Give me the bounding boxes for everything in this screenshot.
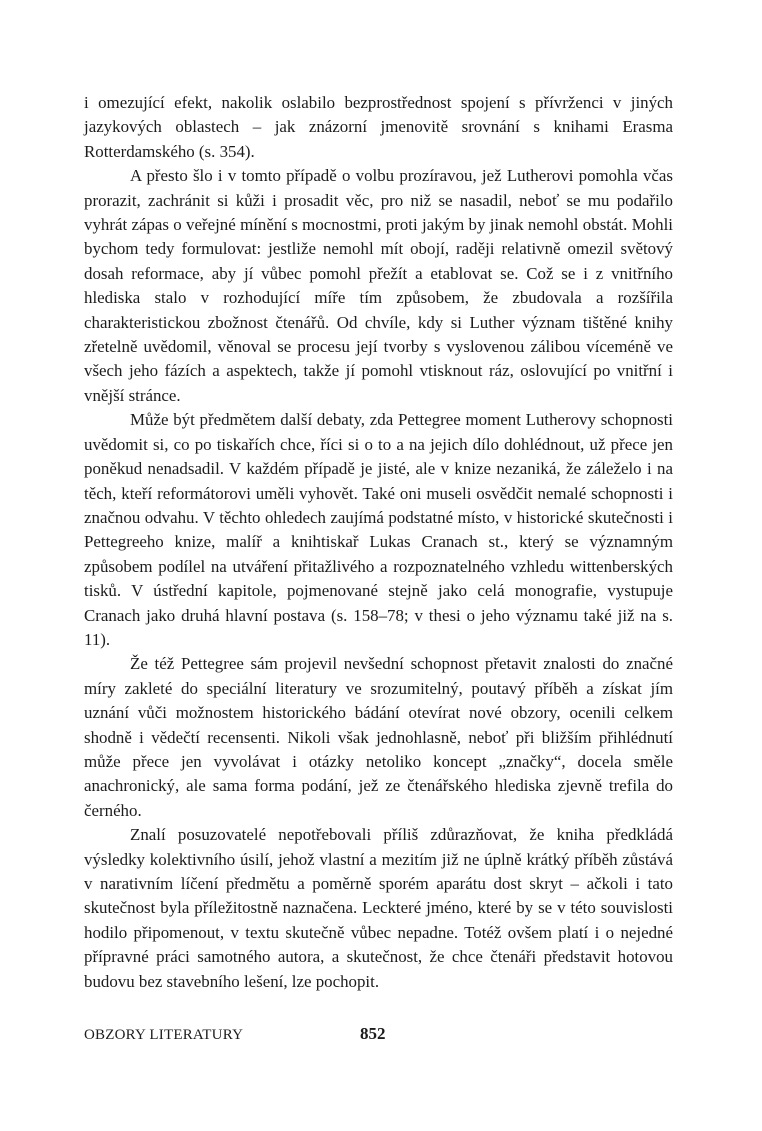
- paragraph-1: i omezující efekt, nakolik oslabilo bezprostřednost spojení s přívrženci v jiných jazykových oblastech – jak znázorní jmenovitě srovnání s knihami Erasma Rotterdamského (s. 354).: [84, 93, 673, 161]
- running-footer-title: OBZORY LITERATURY: [84, 1027, 244, 1043]
- page-body: [84, 91, 673, 994]
- page-number: 852: [360, 1024, 386, 1043]
- paragraph-2: A přesto šlo i v tomto případě o volbu prozíravou, jež Lutherovi pomohla včas prorazit, zachránit si kůži i prosadit věc, pro niž se nasadil, neboť se mu podařilo vyhrát zápas o veřejné mínění s mocnostmi, proti jakým by jinak nemohl obstát. Mohli bychom tedy formulovat: jestliže nemohl mít obojí, raději relativně omezil světový dosah reformace, aby jí vůbec pomohl přežít a etablovat se. Což se i z vnitřního hlediska stalo v rozhodující míře tím způsobem, že zbudovala a rozšířila charakteristickou zbožnost čtenářů. Od chvíle, kdy si Luther význam tištěné knihy zřetelně uvědomil, věnoval se procesu její tvorby s vyslovenou zálibou víceméně ve všech jeho fázích a aspektech, takže jí pomohl vtisknout ráz, oslovující po vnitřní i vnější stránce.: [84, 166, 673, 405]
- paragraph-3: Může být předmětem další debaty, zda Pettegree moment Lutherovy schopnosti uvědomit si, co po tiskařích chce, říci si o to a na jejich dílo dohlédnout, už přece jen poněkud nenadsadil. V každém případě je jisté, ale v knize nezaniká, že záleželo i na těch, kteří reformátorovi uměli vyhovět. Také oni museli osvědčit nemalé schopnosti i značnou odvahu. V těchto ohledech zaujímá podstatné místo, v historické skutečnosti i Pettegreeho knize, malíř a knihtiskař Lukas Cranach st., který se významným způsobem podílel na utváření přitažlivého a rozpoznatelného vzhledu wittenberských tisků. V ústřední kapitole, pojmenované stejně jako celá monografie, vystupuje Cranach jako druhá hlavní postava (s. 158–78; v thesi o jeho významu také již na s. 11).: [84, 410, 673, 649]
- paragraph-5: Znalí posuzovatelé nepotřebovali příliš zdůrazňovat, že kniha předkládá výsledky kolektivního úsilí, jehož vlastní a mezitím již ne úplně krátký příběh zůstává v narativním líčení předmětu a poměrně sporém aparátu dost skryt – ačkoli i tato skutečnost byla příležitostně naznačena. Leckteré jméno, které by se v této souvislosti hodilo připomenout, v textu skutečně vůbec nepadne. Totéž ovšem platí i o nejedné přípravné práci samotného autora, a skutečnost, že chce čtenáři představit hotovou budovu bez stavebního lešení, lze pochopit.: [84, 825, 673, 991]
- paragraph-4: Že též Pettegree sám projevil nevšední schopnost přetavit znalosti do značné míry zakleté do speciální literatury ve srozumitelný, poutavý příběh a získat jím uznání vůči možnostem historického bádání otevírat nové obzory, ocenili celkem shodně i vědečtí recensenti. Nikoli však jednohlasně, neboť při bližším přihlédnutí může přece jen vyvolávat i otázky netoliko koncept „značky“, docela směle anachronický, ale sama forma podání, jež ze čtenářského hlediska zjevně trefila do černého.: [84, 654, 673, 820]
